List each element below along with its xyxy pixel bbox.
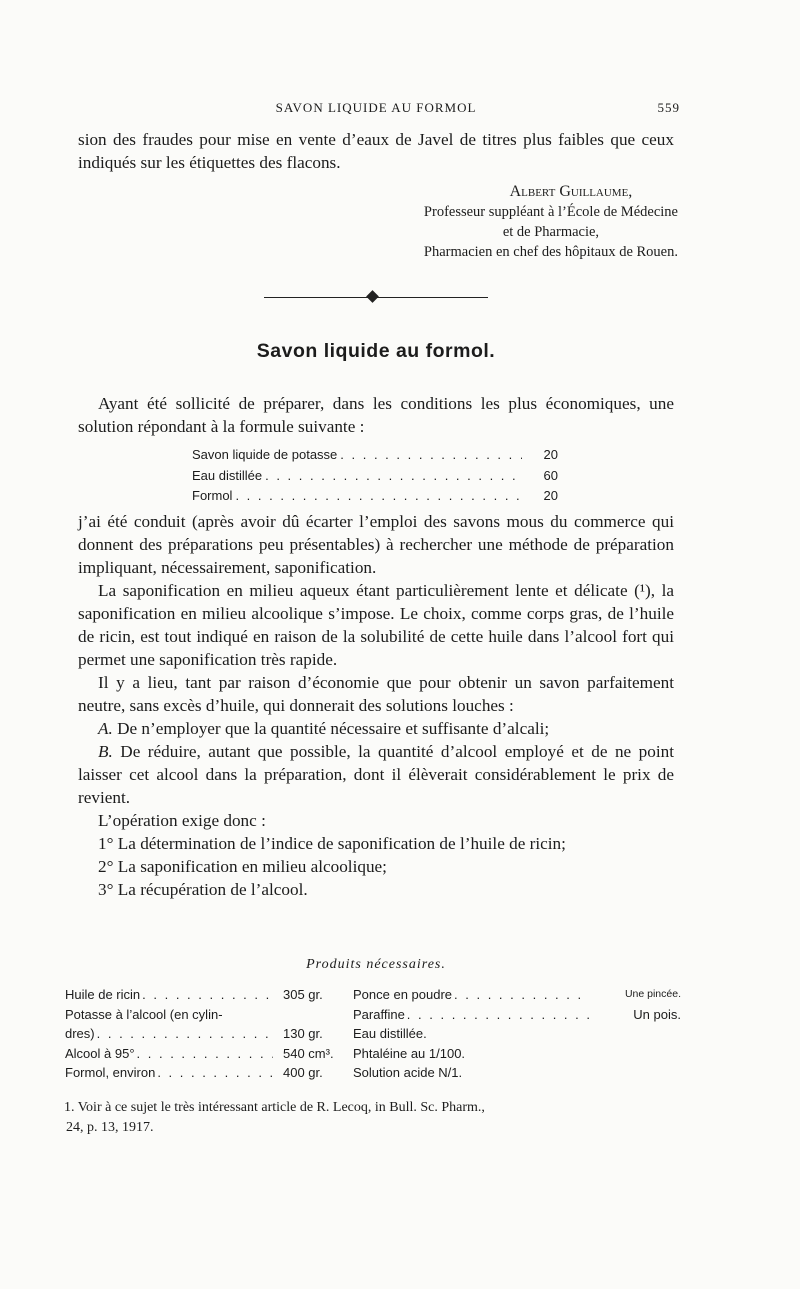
- formula-label: Formol: [192, 488, 233, 503]
- product-name: dres): [65, 1026, 95, 1041]
- main-text-block: [78, 510, 674, 901]
- author-title-line-3: Pharmacien en chef des hôpitaux de Rouen.: [423, 244, 678, 260]
- author-name: Albert Guillaume,: [509, 183, 633, 200]
- diamond-ornament-icon: [366, 290, 379, 303]
- signature-block: [424, 182, 678, 262]
- formula-value: 60: [543, 467, 558, 483]
- opening-paragraph: sion des fraudes pour mise en vente d’eaux de Javel de titres plus faibles que ceux indiqués sur les étiquettes des flacons.: [78, 130, 674, 172]
- product-qty: Une pincée.: [624, 988, 681, 1000]
- table-row: [65, 985, 681, 1005]
- page-number: 559: [657, 100, 680, 115]
- product-qty: 130 gr.: [283, 1026, 323, 1041]
- condition-text: De n’employer que la quantité nécessaire et suffisante d’alcali;: [117, 719, 550, 738]
- paragraph: Il y a lieu, tant par raison d’économie que pour obtenir un savon parfaitement neutre, sans excès d’huile, qui donnerait des solutions louches :: [78, 673, 674, 715]
- product-qty: [589, 1063, 681, 1083]
- products-title: Produits nécessaires.: [306, 957, 446, 972]
- author-title-line-2: et de Pharmacie,: [502, 224, 600, 240]
- product-name: Huile de ricin: [65, 987, 141, 1002]
- product-name: Phtaléine au 1/100.: [353, 1045, 466, 1061]
- condition-text: De réduire, autant que possible, la quantité d’alcool employé et de ne point laisser cet alcool dans la préparation, dont il élèverait considérablement le prix de revient.: [78, 742, 674, 807]
- product-name: Paraffine: [353, 1006, 405, 1022]
- step-item: 2° La saponification en milieu alcoolique;: [98, 857, 387, 876]
- condition-letter: B.: [98, 742, 113, 761]
- footnote-line-1: 1. Voir à ce sujet le très intéressant article de R. Lecoq, in Bull. Sc. Pharm.,: [64, 1100, 485, 1115]
- section-title: Savon liquide au formol.: [256, 340, 496, 362]
- product-qty: [273, 1005, 353, 1025]
- formula-list: [192, 445, 558, 507]
- condition-a: [78, 717, 674, 740]
- product-name: Solution acide N/1.: [353, 1065, 463, 1080]
- product-qty: 400 gr.: [283, 1065, 323, 1080]
- product-qty: [589, 1044, 681, 1064]
- table-row: [65, 1024, 681, 1044]
- opening-paragraph-block: [78, 128, 674, 174]
- author-title-line-1: Professeur suppléant à l’École de Médecine: [423, 204, 678, 220]
- step-item: 3° La récupération de l’alcool.: [98, 880, 308, 899]
- product-name: Ponce en poudre: [353, 987, 453, 1002]
- product-name: Formol, environ: [65, 1065, 156, 1080]
- product-name: Eau distillée.: [353, 1026, 427, 1041]
- intro-paragraph: Ayant été sollicité de préparer, dans les conditions les plus économiques, une solution répondant à la formule suivante :: [78, 394, 674, 436]
- paragraph: La saponification en milieu aqueux étant particulièrement lente et délicate (¹), la saponification en milieu alcoolique s’impose. Le choix, comme corps gras, de l’huile de ricin, est tout indiqué en raison de la solubilité de cette huile dans l’alcool fort qui permet une saponification très rapide.: [78, 581, 674, 669]
- table-row: [65, 1005, 681, 1025]
- product-qty: Un pois.: [633, 1006, 681, 1022]
- section-separator: [264, 297, 488, 298]
- running-title: SAVON LIQUIDE AU FORMOL: [275, 100, 477, 115]
- formula-label: Savon liquide de potasse: [192, 447, 338, 462]
- formula-label: Eau distillée: [192, 467, 263, 483]
- formula-value: 20: [543, 447, 558, 462]
- footnote: [64, 1098, 684, 1138]
- condition-letter: A.: [98, 719, 113, 738]
- paragraph: j’ai été conduit (après avoir dû écarter l’emploi des savons mous du commerce qui donnent des préparations peu présentables) à rechercher une méthode de préparation impliquant, nécessairement, saponification.: [78, 512, 674, 577]
- running-header: [78, 100, 680, 120]
- product-qty: [589, 1024, 681, 1044]
- intro-block: [78, 392, 674, 438]
- formula-row: [192, 486, 558, 507]
- formula-row: [192, 466, 558, 487]
- product-name: Potasse à l’alcool (en cylin-: [65, 1006, 223, 1022]
- table-row: [65, 1044, 681, 1064]
- product-qty: 540 cm³.: [283, 1045, 334, 1061]
- formula-value: 20: [543, 488, 558, 503]
- step-item: 1° La détermination de l’indice de saponification de l’huile de ricin;: [98, 834, 566, 853]
- products-table: [65, 985, 681, 1083]
- formula-row: [192, 445, 558, 466]
- footnote-line-2: 24, p. 13, 1917.: [66, 1120, 154, 1135]
- product-name: Alcool à 95°: [65, 1045, 135, 1061]
- condition-b: [78, 740, 674, 809]
- table-row: [65, 1063, 681, 1083]
- operation-intro: L’opération exige donc :: [98, 811, 266, 830]
- product-qty: 305 gr.: [283, 987, 323, 1002]
